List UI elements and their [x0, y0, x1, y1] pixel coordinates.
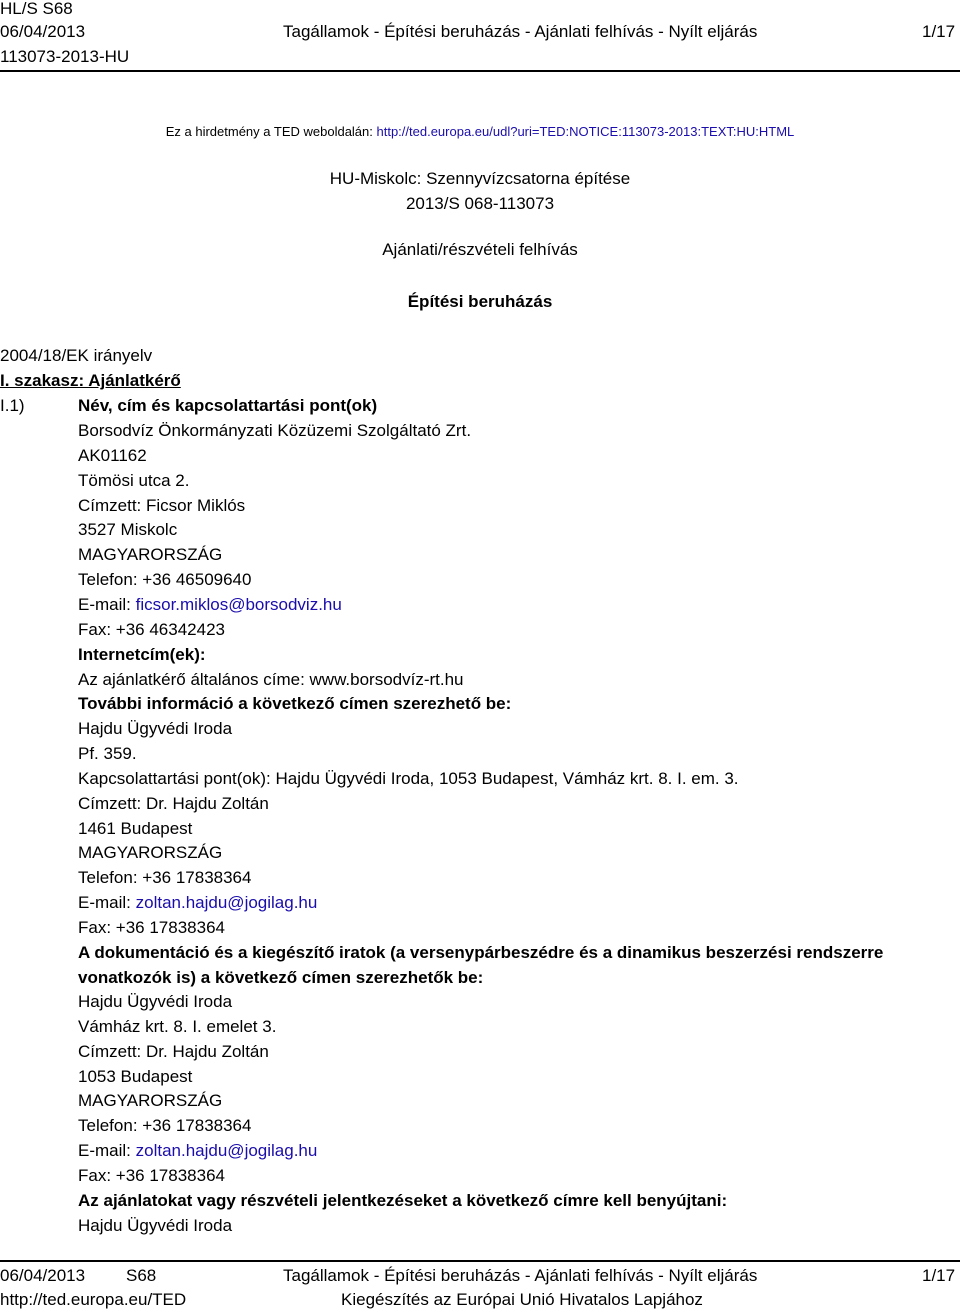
header-page: 1/17 — [922, 22, 956, 41]
header-code: HL/S S68 — [0, 0, 73, 18]
more-info-email-row — [78, 894, 317, 911]
documents-label-2: vonatkozók is) a következő címen szerezhetők be: — [78, 968, 484, 987]
ted-note — [0, 125, 960, 138]
documents-phone: Telefon: +36 17838364 — [78, 1116, 252, 1135]
header-title: Tagállamok - Építési beruházás - Ajánlati felhívás - Nyílt eljárás — [283, 22, 758, 41]
contracting-name: Borsodvíz Önkormányzati Közüzemi Szolgáltató Zrt. — [78, 421, 472, 440]
contracting-recipient: Címzett: Ficsor Miklós — [78, 496, 246, 515]
header-date: 06/04/2013 — [0, 22, 86, 41]
more-info-email-link[interactable]: zoltan.hajdu@jogilag.hu — [135, 893, 318, 912]
more-info-label: További információ a következő címen szerezhető be: — [78, 694, 512, 713]
more-info-recipient: Címzett: Dr. Hajdu Zoltán — [78, 794, 269, 813]
footer-date: 06/04/2013 — [0, 1266, 86, 1285]
contracting-code: AK01162 — [78, 446, 147, 465]
documents-email-row — [78, 1142, 317, 1159]
notice-category: Építési beruházás — [407, 292, 553, 311]
contracting-city: 3527 Miskolc — [78, 520, 178, 539]
more-info-city: 1461 Budapest — [78, 819, 193, 838]
directive: 2004/18/EK irányelv — [0, 346, 153, 365]
ted-note-prefix: Ez a hirdetmény a TED weboldalán: — [165, 124, 377, 139]
footer-page: 1/17 — [922, 1266, 956, 1285]
header-doc-id: 113073-2013-HU — [0, 47, 130, 66]
contracting-country: MAGYARORSZÁG — [78, 545, 223, 564]
internet-label: Internetcím(ek): — [78, 645, 206, 664]
documents-email-link[interactable]: zoltan.hajdu@jogilag.hu — [135, 1141, 318, 1160]
footer-rule — [0, 1260, 960, 1262]
documents-country: MAGYARORSZÁG — [78, 1091, 223, 1110]
documents-label-1: A dokumentáció és a kiegészítő iratok (a versenypárbeszédre és a dinamikus beszerzési rendszerre — [78, 943, 884, 962]
footer-code: S68 — [126, 1266, 157, 1285]
more-info-email-label: E-mail: — [78, 893, 136, 912]
section-title: I. szakasz: Ajánlatkérő — [0, 371, 181, 390]
contracting-phone: Telefon: +36 46509640 — [78, 570, 252, 589]
contracting-fax: Fax: +36 46342423 — [78, 620, 225, 639]
notice-number: 2013/S 068-113073 — [405, 194, 555, 213]
section-number: I.1) — [0, 396, 25, 415]
more-info-po: Pf. 359. — [78, 744, 137, 763]
footer-subtitle: Kiegészítés az Európai Unió Hivatalos Lapjához — [341, 1290, 703, 1309]
footer-url: http://ted.europa.eu/TED — [0, 1290, 187, 1309]
documents-city: 1053 Budapest — [78, 1067, 193, 1086]
notice-title: HU-Miskolc: Szennyvízcsatorna építése — [329, 169, 631, 188]
more-info-name: Hajdu Ügyvédi Iroda — [78, 719, 233, 738]
notice-type: Ajánlati/részvételi felhívás — [382, 240, 578, 259]
section-heading: Név, cím és kapcsolattartási pont(ok) — [78, 396, 378, 415]
documents-street: Vámház krt. 8. I. emelet 3. — [78, 1017, 277, 1036]
contracting-email-row — [78, 596, 342, 613]
header-rule — [0, 70, 960, 72]
more-info-phone: Telefon: +36 17838364 — [78, 868, 252, 887]
documents-name: Hajdu Ügyvédi Iroda — [78, 992, 233, 1011]
more-info-contact: Kapcsolattartási pont(ok): Hajdu Ügyvédi Iroda, 1053 Budapest, Vámház krt. 8. I. em. 3. — [78, 769, 739, 788]
contracting-email-link[interactable]: ficsor.miklos@borsodviz.hu — [135, 595, 342, 614]
contracting-email-label: E-mail: — [78, 595, 136, 614]
documents-fax: Fax: +36 17838364 — [78, 1166, 225, 1185]
submit-name: Hajdu Ügyvédi Iroda — [78, 1216, 233, 1235]
footer-title: Tagállamok - Építési beruházás - Ajánlati felhívás - Nyílt eljárás — [283, 1266, 758, 1285]
ted-note-link[interactable]: http://ted.europa.eu/udl?uri=TED:NOTICE:113073-2013:TEXT:HU:HTML — [376, 124, 795, 139]
submit-label: Az ajánlatokat vagy részvételi jelentkezéseket a következő címre kell benyújtani: — [78, 1191, 728, 1210]
more-info-fax: Fax: +36 17838364 — [78, 918, 225, 937]
documents-email-label: E-mail: — [78, 1141, 136, 1160]
more-info-country: MAGYARORSZÁG — [78, 843, 223, 862]
contracting-street: Tömösi utca 2. — [78, 471, 190, 490]
general-address: Az ajánlatkérő általános címe: www.borsodvíz-rt.hu — [78, 670, 464, 689]
documents-recipient: Címzett: Dr. Hajdu Zoltán — [78, 1042, 269, 1061]
